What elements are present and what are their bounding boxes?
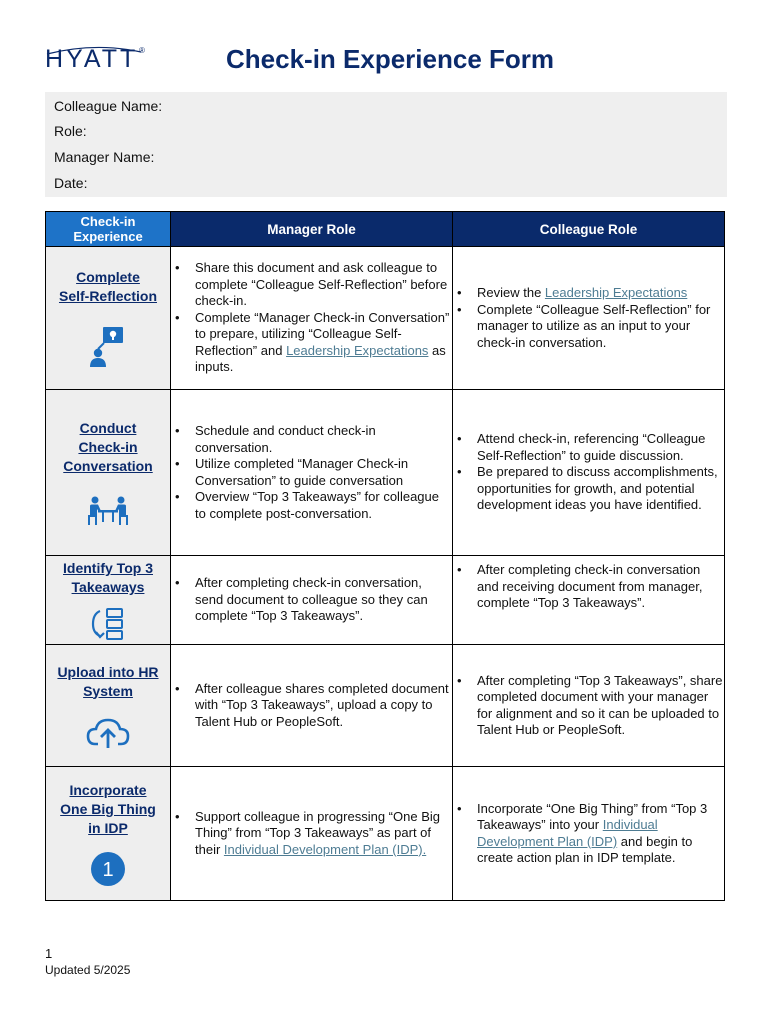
manager-cell <box>171 645 453 767</box>
step-complete-self-reflection[interactable] <box>46 247 171 390</box>
table-row <box>46 767 725 901</box>
manager-cell <box>171 390 453 556</box>
idp-link[interactable]: Individual Development Plan (IDP). <box>223 841 427 857</box>
list-item: • Share this document and ask colleague to complete “Colleague Self-Reflection” before check-in. <box>171 260 452 310</box>
colleague-cell <box>453 556 725 645</box>
list-arrow-icon <box>90 606 126 642</box>
step-label-line[interactable]: Check-in <box>78 439 138 455</box>
colleague-cell <box>453 390 725 556</box>
item-text: Incorporate “One Big Thing” from “Top 3 Takeaways” into your <box>477 800 708 832</box>
table-row <box>46 645 725 767</box>
colleague-cell <box>453 645 725 767</box>
step-label-line[interactable]: Takeaways <box>71 579 145 595</box>
list-item: • Attend check-in, referencing “Colleague Self-Reflection” to guide discussion. <box>453 431 724 464</box>
role-field[interactable]: Role: <box>54 123 87 139</box>
list-item: • After colleague shares completed document with “Top 3 Takeaways”, upload a copy to Talent Hub or PeopleSoft. <box>171 681 452 731</box>
step-label-line[interactable]: Self-Reflection <box>58 288 157 304</box>
step-label-line[interactable]: in IDP <box>88 820 128 836</box>
list-item: • After completing check-in conversation, send document to colleague so they can complete “Top 3 Takeaways”. <box>171 575 452 625</box>
step-incorporate-idp[interactable] <box>46 767 171 901</box>
info-panel <box>45 92 727 197</box>
colleague-cell <box>453 247 725 390</box>
list-item <box>453 285 724 302</box>
header-col1-line2: Experience <box>73 229 143 244</box>
list-item: • Complete “Colleague Self-Reflection” for manager to utilize as an input to your check-in conversation. <box>453 302 724 352</box>
table-row <box>46 390 725 556</box>
manager-name-field[interactable]: Manager Name: <box>54 149 155 165</box>
step-label-line[interactable]: System <box>83 682 133 699</box>
leadership-expectations-link[interactable]: Leadership Expectations <box>544 285 688 300</box>
date-field[interactable]: Date: <box>54 175 88 191</box>
list-item <box>453 801 724 867</box>
registered-mark: ® <box>139 46 145 55</box>
manager-cell <box>171 556 453 645</box>
step-label-line[interactable]: Conversation <box>63 458 153 474</box>
updated-date: Updated 5/2025 <box>45 963 131 977</box>
colleague-name-field[interactable]: Colleague Name: <box>54 98 163 114</box>
checkin-table <box>45 211 725 901</box>
person-idea-icon <box>88 325 128 369</box>
item-text: Review the <box>477 285 545 300</box>
cloud-upload-icon <box>86 716 130 750</box>
page-title: Check-in Experience Form <box>226 44 554 74</box>
item-text: and begin to create action plan in IDP template. <box>477 833 693 865</box>
logo-text: HYATT <box>45 45 139 73</box>
header-col1-line1: Check-in <box>80 214 136 229</box>
header-checkin-experience <box>46 212 171 247</box>
list-item <box>171 809 452 859</box>
step-conduct-checkin[interactable] <box>46 390 171 556</box>
hyatt-logo-mark <box>45 44 145 78</box>
leadership-expectations-link[interactable]: Leadership Expectations <box>286 342 429 358</box>
number-one-circle-icon <box>90 851 126 887</box>
step-label-line[interactable]: One Big Thing <box>60 801 156 817</box>
step-label-line[interactable]: Incorporate <box>69 782 147 798</box>
item-text: as inputs. <box>195 342 446 375</box>
manager-cell <box>171 247 453 390</box>
list-item: • Overview “Top 3 Takeaways” for colleague to complete post-conversation. <box>171 489 452 522</box>
step-identify-top3[interactable] <box>46 556 171 645</box>
step-label-line[interactable]: Identify Top 3 <box>63 560 153 576</box>
table-header-row <box>46 212 725 247</box>
number-one-text: 1 <box>102 859 114 881</box>
header-manager-role: Manager Role <box>171 212 453 247</box>
step-label-line[interactable]: Conduct <box>79 420 137 436</box>
item-text: Support colleague in progressing “One Big Thing” from “Top 3 Takeaways” as part of their <box>195 808 440 857</box>
idp-link[interactable]: Individual Development Plan (IDP) <box>477 817 658 849</box>
list-item: • Schedule and conduct check-in conversation. <box>171 423 452 456</box>
table-row <box>46 247 725 390</box>
table-row <box>46 556 725 645</box>
step-upload-hr[interactable] <box>46 645 171 767</box>
page-number: 1 <box>45 946 53 961</box>
item-text: Complete “Manager Check-in Conversation” to prepare, utilizing “Colleague Self-Reflection” and <box>195 309 450 358</box>
list-item: • Be prepared to discuss accomplishments, opportunities for growth, and potential development ideas you have identified. <box>453 464 724 514</box>
header-colleague-role: Colleague Role <box>453 212 725 247</box>
meeting-table-icon <box>87 495 129 527</box>
list-item <box>171 310 452 376</box>
colleague-cell <box>453 767 725 901</box>
list-item: • Utilize completed “Manager Check-in Conversation” to guide conversation <box>171 456 452 489</box>
manager-cell <box>171 767 453 901</box>
hyatt-logo <box>45 44 145 78</box>
list-item: • After completing “Top 3 Takeaways”, share completed document with your manager for alignment and so it can be uploaded to Talent Hub or PeopleSoft. <box>453 673 724 739</box>
step-label-line[interactable]: Complete <box>76 269 140 285</box>
list-item: • After completing check-in conversation and receiving document from manager, complete “Top 3 Takeaways”. <box>453 562 724 612</box>
step-label-line[interactable]: Upload into HR <box>57 663 159 680</box>
